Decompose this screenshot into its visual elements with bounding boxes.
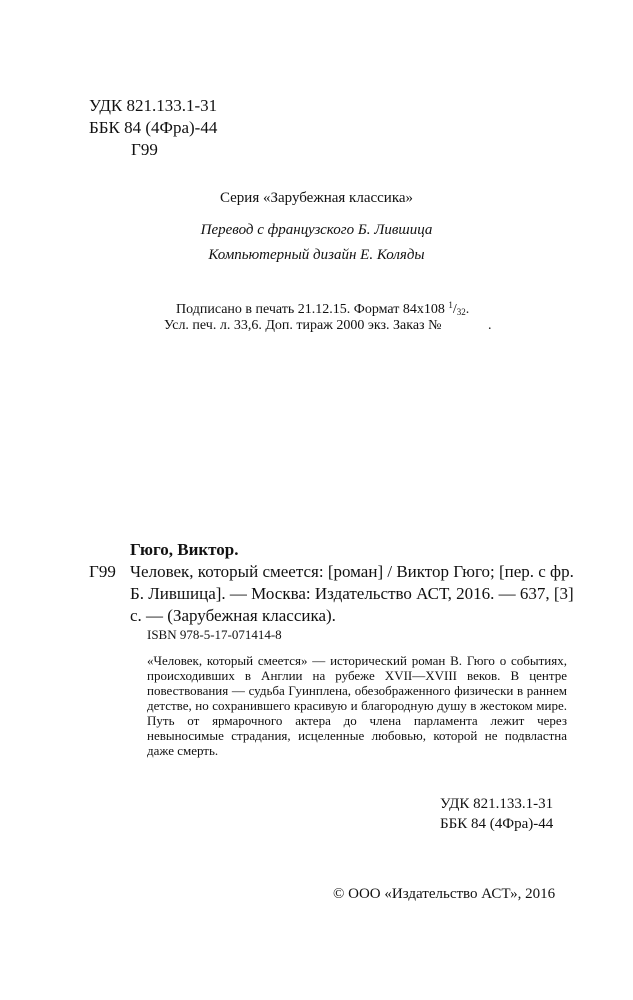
print-info-line-2 xyxy=(164,317,441,334)
author-sign: Г99 xyxy=(131,140,158,159)
bbk-code-bottom: ББК 84 (4Фра)-44 xyxy=(440,816,554,832)
series-title: Серия «Зарубежная классика» xyxy=(219,190,414,206)
copyright-notice: © ООО «Издательство АСТ», 2016 xyxy=(333,886,556,902)
biblio-description-text: Человек, который смеется: [роман] / Виктор Гюго; [пер. с фр. Б. Лившица]. — Москва: Издательство АСТ, 2016. — 637, [3] с. — (Зарубежная классика). xyxy=(130,562,574,625)
print-info-text: Подписано в печать 21.12.15. Формат 84x108 xyxy=(176,302,445,317)
print-info-period: . xyxy=(465,302,470,317)
format-fraction-numerator: 1 xyxy=(448,300,453,310)
print-info-line-2-end: . xyxy=(488,318,492,333)
format-fraction-denominator: 32 xyxy=(456,307,466,317)
bbk-code: ББК 84 (4Фра)-44 xyxy=(89,118,218,137)
udk-code: УДК 821.133.1-31 xyxy=(89,96,218,115)
translation-credit: Перевод с французского Б. Лившица xyxy=(200,222,433,238)
isbn: ISBN 978-5-17-071414-8 xyxy=(147,627,282,642)
biblio-author-sign: Г99 xyxy=(89,562,116,581)
format-fraction-slash: / xyxy=(452,302,457,317)
design-credit: Компьютерный дизайн Е. Коляды xyxy=(208,247,425,263)
print-info-text-2: Усл. печ. л. 33,6. Доп. тираж 2000 экз. Заказ № xyxy=(164,318,442,333)
annotation xyxy=(147,653,567,758)
biblio-description xyxy=(130,561,576,627)
annotation-text: «Человек, который смеется» — исторический роман В. Гюго о событиях, происходивших в Англии на рубеже XVII—XVIII веков. В центре повествования — судьба Гуинплена, обезображенного физически в раннем детстве, но сохранившего красивую и благородную душу в жестоком мире. Путь от ярмарочного актера до члена парламента лежит через невыносимые страдания, исцеленные любовью, которой не подвластна даже смерть. xyxy=(147,653,567,758)
author-heading: Гюго, Виктор. xyxy=(130,540,239,559)
udk-code-bottom: УДК 821.133.1-31 xyxy=(440,796,554,812)
